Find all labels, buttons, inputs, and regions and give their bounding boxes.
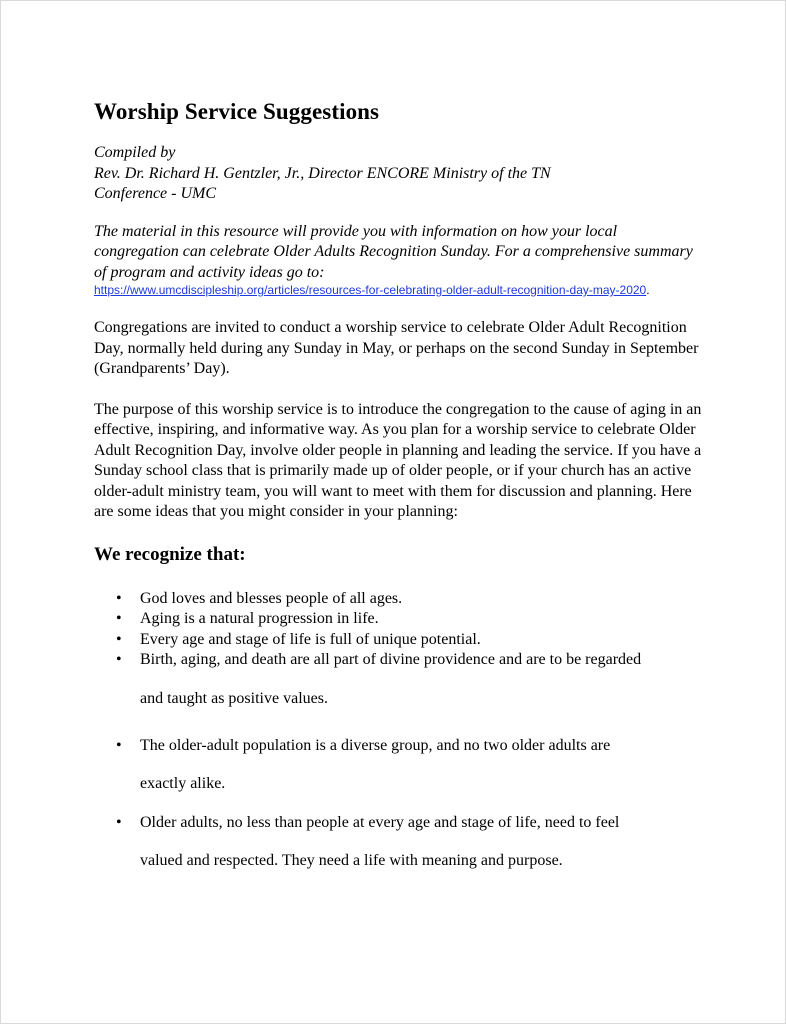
list-item-text-line-1: The older-adult population is a diverse group, and no two older adults are	[140, 737, 611, 754]
author-line-2: Conference - UMC	[94, 185, 217, 202]
list-item	[94, 609, 704, 630]
compiled-by-label: Compiled by	[94, 144, 176, 161]
list-item-text-line-2: exactly alike.	[140, 774, 226, 792]
list-item	[94, 650, 704, 671]
bullet-marker: •	[116, 610, 122, 627]
author-line-1: Rev. Dr. Richard H. Gentzler, Jr., Director ENCORE Ministry of the TN	[94, 164, 551, 182]
recognition-list	[94, 589, 704, 671]
list-item-text: Aging is a natural progression in life.	[140, 610, 379, 627]
paragraph-congregations: Congregations are invited to conduct a worship service to celebrate Older Adult Recognition Day, normally held during any Sunday in May, or perhaps on the second Sunday in September (Grandparents’ Day).	[94, 319, 699, 377]
document-title: Worship Service Suggestions	[94, 99, 380, 124]
list-item-continuation: and taught as positive values.	[140, 689, 328, 707]
list-item-text: Every age and stage of life is full of unique potential.	[140, 630, 481, 648]
list-item	[94, 630, 704, 651]
bullet-marker: •	[116, 589, 122, 607]
list-item	[94, 804, 704, 879]
link-suffix: .	[646, 283, 650, 297]
resource-link[interactable]: https://www.umcdiscipleship.org/articles/resources-for-celebrating-older-adult-recognition-day-may-2020	[94, 283, 647, 297]
document-content	[94, 97, 704, 879]
resource-link-line	[94, 283, 704, 298]
intro-block	[94, 222, 704, 299]
bullet-marker: •	[116, 651, 122, 668]
bullet-marker: •	[116, 737, 122, 754]
intro-text: The material in this resource will provide you with information on how your local congregation can celebrate Older Adults Recognition Sunday. For a comprehensive summary of program and activity ideas go to:	[94, 222, 693, 281]
list-item-text: God loves and blesses people of all ages.	[140, 589, 403, 607]
list-item	[94, 727, 704, 802]
paragraph-purpose: The purpose of this worship service is to introduce the congregation to the cause of aging in an effective, inspiring, and informative way. As you plan for a worship service to celebrate Older Adult Recognition Day, involve older people in planning and leading the service. If you have a Sunday school class that is primarily made up of older people, or if your church has an active older-adult ministry team, you will want to meet with them for discussion and planning. Here are some ideas that you might consider in your planning:	[94, 400, 702, 520]
bullet-marker: •	[116, 814, 122, 831]
compiled-by-block	[94, 143, 704, 205]
list-item-text: Birth, aging, and death are all part of divine providence and are to be regarded	[140, 651, 642, 668]
bullet-marker: •	[116, 630, 122, 648]
recognition-list-continued	[94, 727, 704, 879]
list-item	[94, 589, 704, 610]
list-item-text-line-2: valued and respected. They need a life with meaning and purpose.	[140, 851, 563, 869]
section-heading: We recognize that:	[94, 543, 246, 565]
list-item-text-line-1: Older adults, no less than people at every age and stage of life, need to feel	[140, 814, 620, 831]
